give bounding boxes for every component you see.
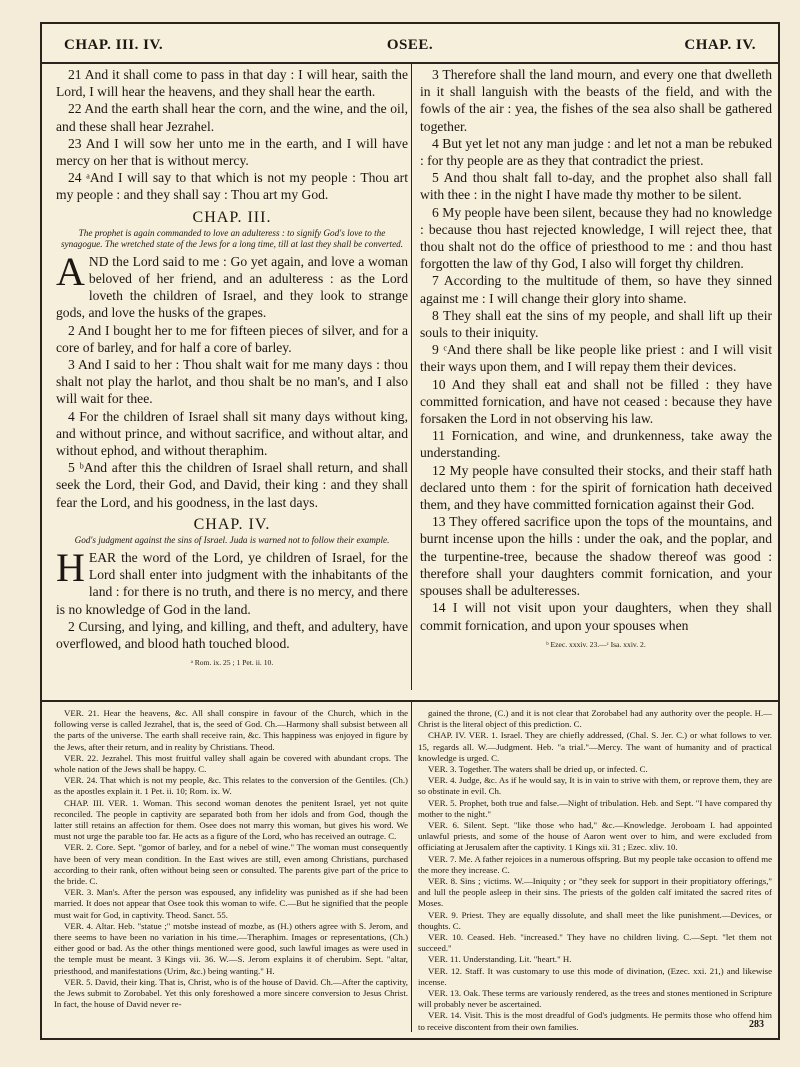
note: CHAP. III. VER. 1. Woman. This second woman denotes the penitent Israel, yet not quite reconciled. The people in captivity are separated both from her idols and from God, though the latter still retains an affection for them. Osee does not marry this woman, but gives his word. We must not urge the parable too far. He acts as a figure of the Lord, who has received an outrage. C. bbox=[54, 797, 408, 842]
note: VER. 6. Silent. Sept. "like those who had," &c.—Knowledge. Jeroboam I. had appointed unlawful priests, and some of the house of Aaron went over to him, and were excluded from officiating at Jerusalem after the captivity. 1 Kings xii. 31 ; Ezec. xliv. 10. bbox=[418, 820, 772, 853]
note: VER. 4. Judge, &c. As if he would say, It is in vain to strive with them, or reprove them, they are so obstinate in evil. Ch. bbox=[418, 775, 772, 797]
verse: 2 Cursing, and lying, and killing, and theft, and adultery, have overflowed, and blood hath touched blood. bbox=[56, 618, 408, 652]
note: VER. 24. That which is not my people, &c. This relates to the conversion of the Gentiles. (Ch.) as the apostles explain it. 1 Pet. ii. 10; Rom. ix. W. bbox=[54, 775, 408, 797]
note: VER. 22. Jezrahel. This most fruitful valley shall again be covered with abundant crops. The whole nation of the Jews shall be happy. C. bbox=[54, 752, 408, 775]
note: VER. 11. Understanding. Lit. "heart." H. bbox=[428, 954, 572, 965]
running-header bbox=[42, 24, 778, 64]
notes-column-divider bbox=[411, 702, 412, 1032]
column-divider bbox=[411, 62, 412, 690]
note: VER. 2. Core. Sept. "gomor of barley, and for a nebel of wine." The woman must consequently have been of very mean condition. In the East wives are still, even among Christians, purchased according to their rank, often without being seen or consulted. The parents give part of the price to the bride. C. bbox=[54, 842, 408, 887]
cross-reference: ᵃ Rom. ix. 25 ; 1 Pet. ii. 10. bbox=[190, 658, 274, 668]
verse: 5 ᵇAnd after this the children of Israel shall return, and shall seek the Lord, their God, and David, their king : and they shall fear the Lord, and his goodness, in the last days. bbox=[56, 460, 408, 510]
verse: 24 ᵃAnd I will say to that which is not my people : Thou art my people : and they shall say : Thou art my God. bbox=[56, 170, 408, 203]
commentary-right bbox=[418, 708, 772, 1033]
chapter-3-verse-1 bbox=[56, 248, 408, 322]
note: VER. 3. Together. The waters shall be dried up, or infected. C. bbox=[428, 764, 648, 775]
verse: 3 Therefore shall the land mourn, and every one that dwelleth in it shall languish with the beasts of the field, and with the fowls of the air : yea, the fishes of the sea also shall be gathered together. bbox=[420, 67, 772, 134]
note: VER. 21. Hear the heavens, &c. All shall conspire in favour of the Church, which in the following verse is called Jezrahel, that is, the seed of God. Ch.—Harmony shall subsist between all the parts of the universe. The earth shall receive rain, &c. This happiness was enjoyed in figure by the Jews, after their return, and in reality by Christians. Theod. bbox=[54, 708, 408, 752]
verse-text: ND the Lord said to me : Go yet again, and love a woman beloved of her friend, and an adulteress : as the Lord loveth the children of Israel, and they look to strange gods, and love the husks of the grapes. bbox=[56, 253, 408, 321]
left-column bbox=[56, 66, 408, 672]
note: gained the throne, (C.) and it is not clear that Zorobabel had any authority over the people. H.—Christ is the literal object of this prediction. C. bbox=[418, 708, 772, 730]
verse: 3 And I said to her : Thou shalt wait for me many days : thou shalt not play the harlot, and thou shalt be no man's, and I also will wait for thee. bbox=[56, 357, 408, 407]
header-right: CHAP. IV. bbox=[684, 37, 756, 53]
verse: 2 And I bought her to me for fifteen pieces of silver, and for a core of barley, and for half a core of barley. bbox=[56, 322, 408, 355]
chapter-3-summary: The prophet is again commanded to love an adulteress : to signify God's love to the synagogue. The wretched state of the Jews for a long time, till at last they shall be converted. bbox=[60, 227, 404, 249]
header-left: CHAP. III. IV. bbox=[64, 37, 164, 53]
verse: 23 And I will sow her unto me in the earth, and I will have mercy on her that is without mercy. bbox=[56, 135, 408, 169]
note: VER. 5. David, their king. That is, Christ, who is of the house of David. Ch.—After the captivity, the Jews submit to Zorobabel. Yet this only foreshowed a more sincere conversion to Jesus Christ. In fact, the house of David never re- bbox=[54, 976, 408, 1010]
note: VER. 5. Prophet, both true and false.—Night of tribulation. Heb. and Sept. "I have compared thy mother to the night." bbox=[418, 797, 772, 819]
right-column bbox=[420, 66, 772, 653]
chapter-4-verse-1 bbox=[56, 545, 408, 618]
note: VER. 10. Ceased. Heb. "increased." They have no children living. C.—Sept. "let them not succeed." bbox=[418, 932, 772, 954]
commentary-left bbox=[54, 708, 408, 1010]
drop-cap: H bbox=[56, 545, 85, 591]
verse: 5 And thou shalt fall to-day, and the prophet also shall fall with thee : in the night I have made thy mother to be silent. bbox=[420, 170, 772, 203]
header-center: OSEE. bbox=[386, 37, 434, 53]
verse: 8 They shall eat the sins of my people, and shall lift up their souls to their iniquity. bbox=[420, 307, 772, 341]
verse: 6 My people have been silent, because they had no knowledge : because thou hast rejected knowledge, I will reject thee, that thou shalt not do the office of priesthood to me : and thou hast forgotten the law of thy God, I also will forget thy children. bbox=[420, 204, 772, 272]
verse: 11 Fornication, and wine, and drunkenness, take away the understanding. bbox=[420, 428, 772, 461]
chapter-3-title: CHAP. III. bbox=[192, 208, 272, 226]
cross-reference: ᵇ Ezec. xxxiv. 23.—ᶜ Isa. xxiv. 2. bbox=[546, 639, 646, 649]
drop-cap: A bbox=[56, 248, 85, 294]
verse: 4 For the children of Israel shall sit many days without king, and without prince, and without sacrifice, and without altar, and without ephod, and without theraphim. bbox=[56, 408, 408, 459]
verse: 10 And they shall eat and shall not be filled : they have committed fornication, and have not ceased : because they have forsaken the Lord in not observing his law. bbox=[420, 376, 772, 427]
verse: 22 And the earth shall hear the corn, and the wine, and the oil, and these shall hear Jezrahel. bbox=[56, 101, 408, 134]
verse: 7 According to the multitude of them, so have they sinned against me : I will change their glory into shame. bbox=[420, 273, 772, 306]
verse: 9 ᶜAnd there shall be like people like priest : and I will visit their ways upon them, and I will repay them their devices. bbox=[420, 342, 772, 375]
verse: 14 I will not visit upon your daughters, when they shall commit fornication, and upon your spouses when bbox=[420, 600, 772, 633]
verse: 21 And it shall come to pass in that day : I will hear, saith the Lord, I will hear the heavens, and they shall hear the earth. bbox=[56, 67, 408, 100]
notes-divider bbox=[42, 700, 778, 702]
verse-text: EAR the word of the Lord, ye children of Israel, for the Lord shall enter into judgment with the inhabitants of the land : for there is no truth, and there is no mercy, and there is no knowledge of God in the land. bbox=[56, 550, 408, 617]
chapter-4-summary: God's judgment against the sins of Israel. Juda is warned not to follow their example. bbox=[74, 535, 390, 546]
note: VER. 14. Visit. This is the most dreadful of God's judgments. He permits those who offend him to receive discontent from their own families. bbox=[418, 1010, 772, 1032]
note: VER. 12. Staff. It was customary to use this mode of divination, (Ezec. xxi. 21,) and likewise incense. bbox=[418, 965, 772, 987]
note: VER. 7. Me. A father rejoices in a numerous offspring. But my people take occasion to offend me the more they increase. C. bbox=[418, 853, 772, 875]
verse: 12 My people have consulted their stocks, and their staff hath declared unto them : for the spirit of fornication hath deceived them, and they have committed fornication against their God. bbox=[420, 462, 772, 513]
note: VER. 8. Sins ; victims. W.—Iniquity ; or "they seek for support in their propitiatory offerings," and lull the people asleep in their sins. The priests of the golden calf imitated the sacred rites of Moses. bbox=[418, 876, 772, 909]
note: VER. 9. Priest. They are equally dissolute, and shall meet the like punishment.—Devices, or thoughts. C. bbox=[418, 909, 772, 931]
note: VER. 4. Altar. Heb. "statue ;" motsbe instead of mozbe, as (H.) others agree with S. Jerom, and there seems to have been no variation in his time.—Theraphim. Images or representations, (Ch.) either good or bad. As the other things mentioned were good, such lawful images as were used in the temple must be meant. 3 Kings vii. 36. W.—S. Jerom explains it of cherubim. Sept. "altar, priesthood, and manifestations (Urim, &c.) being wanting." H. bbox=[54, 920, 408, 976]
page-number: 283 bbox=[749, 1019, 764, 1030]
note: CHAP. IV. VER. 1. Israel. They are chiefly addressed, (Chal. S. Jer. C.) or what follows to ver. 15, regards all. W.—Judgment. Heb. "a trial."—Mercy. The want of humanity and of practical knowledge is urged. C. bbox=[418, 730, 772, 763]
verse: 4 But yet let not any man judge : and let not a man be rebuked : for thy people are as they that contradict the priest. bbox=[420, 135, 772, 169]
page-frame bbox=[40, 22, 780, 1040]
note: VER. 3. Man's. After the person was espoused, any infidelity was punished as if she had been married. It does not appear that Osee took this woman to wife. C.—But he signified that the people must wait for God, in captivity. Theod. Sanct. 55. bbox=[54, 887, 408, 920]
note: VER. 13. Oak. These terms are variously rendered, as the trees and stones mentioned in Scripture will probably never be ascertained. bbox=[418, 988, 772, 1010]
verse: 13 They offered sacrifice upon the tops of the mountains, and burnt incense upon the hills : under the oak, and the poplar, and the turpentine-tree, because the shadow thereof was good : therefore shall your daughters commit fornication, and your spouses shall be adulteresses. bbox=[420, 514, 772, 599]
chapter-4-title: CHAP. IV. bbox=[193, 515, 271, 533]
